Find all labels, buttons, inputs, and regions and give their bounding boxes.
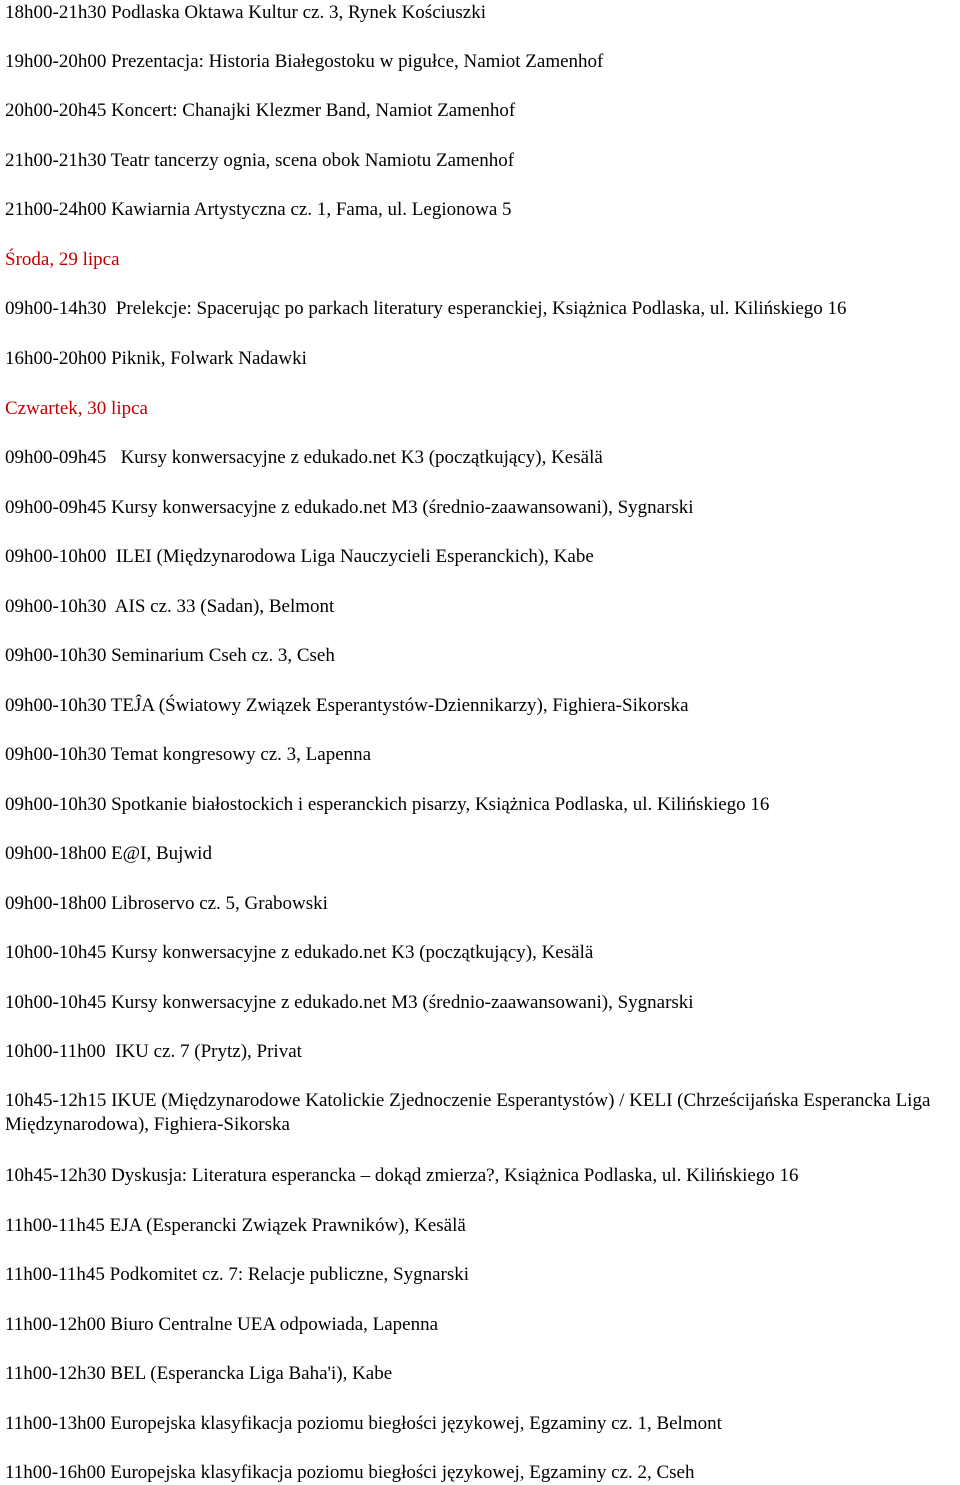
schedule-entry: 11h00-11h45 Podkomitet cz. 7: Relacje publiczne, Sygnarski xyxy=(5,1264,469,1285)
schedule-entry: 18h00-21h30 Podlaska Oktawa Kultur cz. 3, Rynek Kościuszki xyxy=(5,2,487,23)
schedule-entry: 10h00-10h45 Kursy konwersacyjne z edukado.net M3 (średnio-zaawansowani), Sygnarski xyxy=(5,992,694,1013)
schedule-entry: 09h00-18h00 Libroservo cz. 5, Grabowski xyxy=(5,893,328,914)
day-heading-wednesday: Środa, 29 lipca xyxy=(5,249,120,270)
schedule-entry: 10h45-12h15 IKUE (Międzynarodowe Katolickie Zjednoczenie Esperantystów) / KELI (Chrześcijańska Esperancka Liga Międzynarodowa), Fighiera-Sikorska xyxy=(5,1090,931,1135)
schedule-entry: 09h00-10h00 ILEI (Międzynarodowa Liga Nauczycieli Esperanckich), Kabe xyxy=(5,546,594,567)
schedule-entry: 16h00-20h00 Piknik, Folwark Nadawki xyxy=(5,348,307,369)
schedule-entry: 19h00-20h00 Prezentacja: Historia Białegostoku w pigułce, Namiot Zamenhof xyxy=(5,51,604,72)
schedule-entry: 09h00-18h00 E@I, Bujwid xyxy=(5,843,212,864)
schedule-entry: 09h00-09h45 Kursy konwersacyjne z edukado.net M3 (średnio-zaawansowani), Sygnarski xyxy=(5,497,694,518)
schedule-entry: 09h00-10h30 AIS cz. 33 (Sadan), Belmont xyxy=(5,596,335,617)
schedule-entry: 11h00-12h30 BEL (Esperancka Liga Baha'i), Kabe xyxy=(5,1363,393,1384)
schedule-entry: 09h00-09h45 Kursy konwersacyjne z edukado.net K3 (początkujący), Kesälä xyxy=(5,447,603,468)
schedule-entry: 09h00-14h30 Prelekcje: Spacerując po parkach literatury esperanckiej, Książnica Podlaska, ul. Kilińskiego 16 xyxy=(5,298,847,319)
schedule-entry: 11h00-11h45 EJA (Esperancki Związek Prawników), Kesälä xyxy=(5,1215,466,1236)
schedule-entry: 09h00-10h30 Spotkanie białostockich i esperanckich pisarzy, Książnica Podlaska, ul. Kilińskiego 16 xyxy=(5,794,770,815)
schedule-entry: 21h00-24h00 Kawiarnia Artystyczna cz. 1, Fama, ul. Legionowa 5 xyxy=(5,199,512,220)
schedule-entry: 21h00-21h30 Teatr tancerzy ognia, scena obok Namiotu Zamenhof xyxy=(5,150,515,171)
schedule-entry: 11h00-13h00 Europejska klasyfikacja poziomu biegłości językowej, Egzaminy cz. 1, Belmont xyxy=(5,1413,722,1434)
schedule-entry: 10h00-11h00 IKU cz. 7 (Prytz), Privat xyxy=(5,1041,302,1062)
schedule-entry: 20h00-20h45 Koncert: Chanajki Klezmer Band, Namiot Zamenhof xyxy=(5,100,516,121)
day-heading-thursday: Czwartek, 30 lipca xyxy=(5,398,148,419)
schedule-entry: 11h00-12h00 Biuro Centralne UEA odpowiada, Lapenna xyxy=(5,1314,439,1335)
schedule-entry: 09h00-10h30 Seminarium Cseh cz. 3, Cseh xyxy=(5,645,335,666)
schedule-entry: 09h00-10h30 TEĴA (Światowy Związek Esperantystów-Dziennikarzy), Fighiera-Sikorska xyxy=(5,695,689,716)
schedule-entry: 10h00-10h45 Kursy konwersacyjne z edukado.net K3 (początkujący), Kesälä xyxy=(5,942,594,963)
schedule-entry: 11h00-16h00 Europejska klasyfikacja poziomu biegłości językowej, Egzaminy cz. 2, Cseh xyxy=(5,1462,695,1483)
schedule-entry: 09h00-10h30 Temat kongresowy cz. 3, Lapenna xyxy=(5,744,372,765)
schedule-entry: 10h45-12h30 Dyskusja: Literatura esperancka – dokąd zmierza?, Książnica Podlaska, ul. Kilińskiego 16 xyxy=(5,1165,799,1186)
